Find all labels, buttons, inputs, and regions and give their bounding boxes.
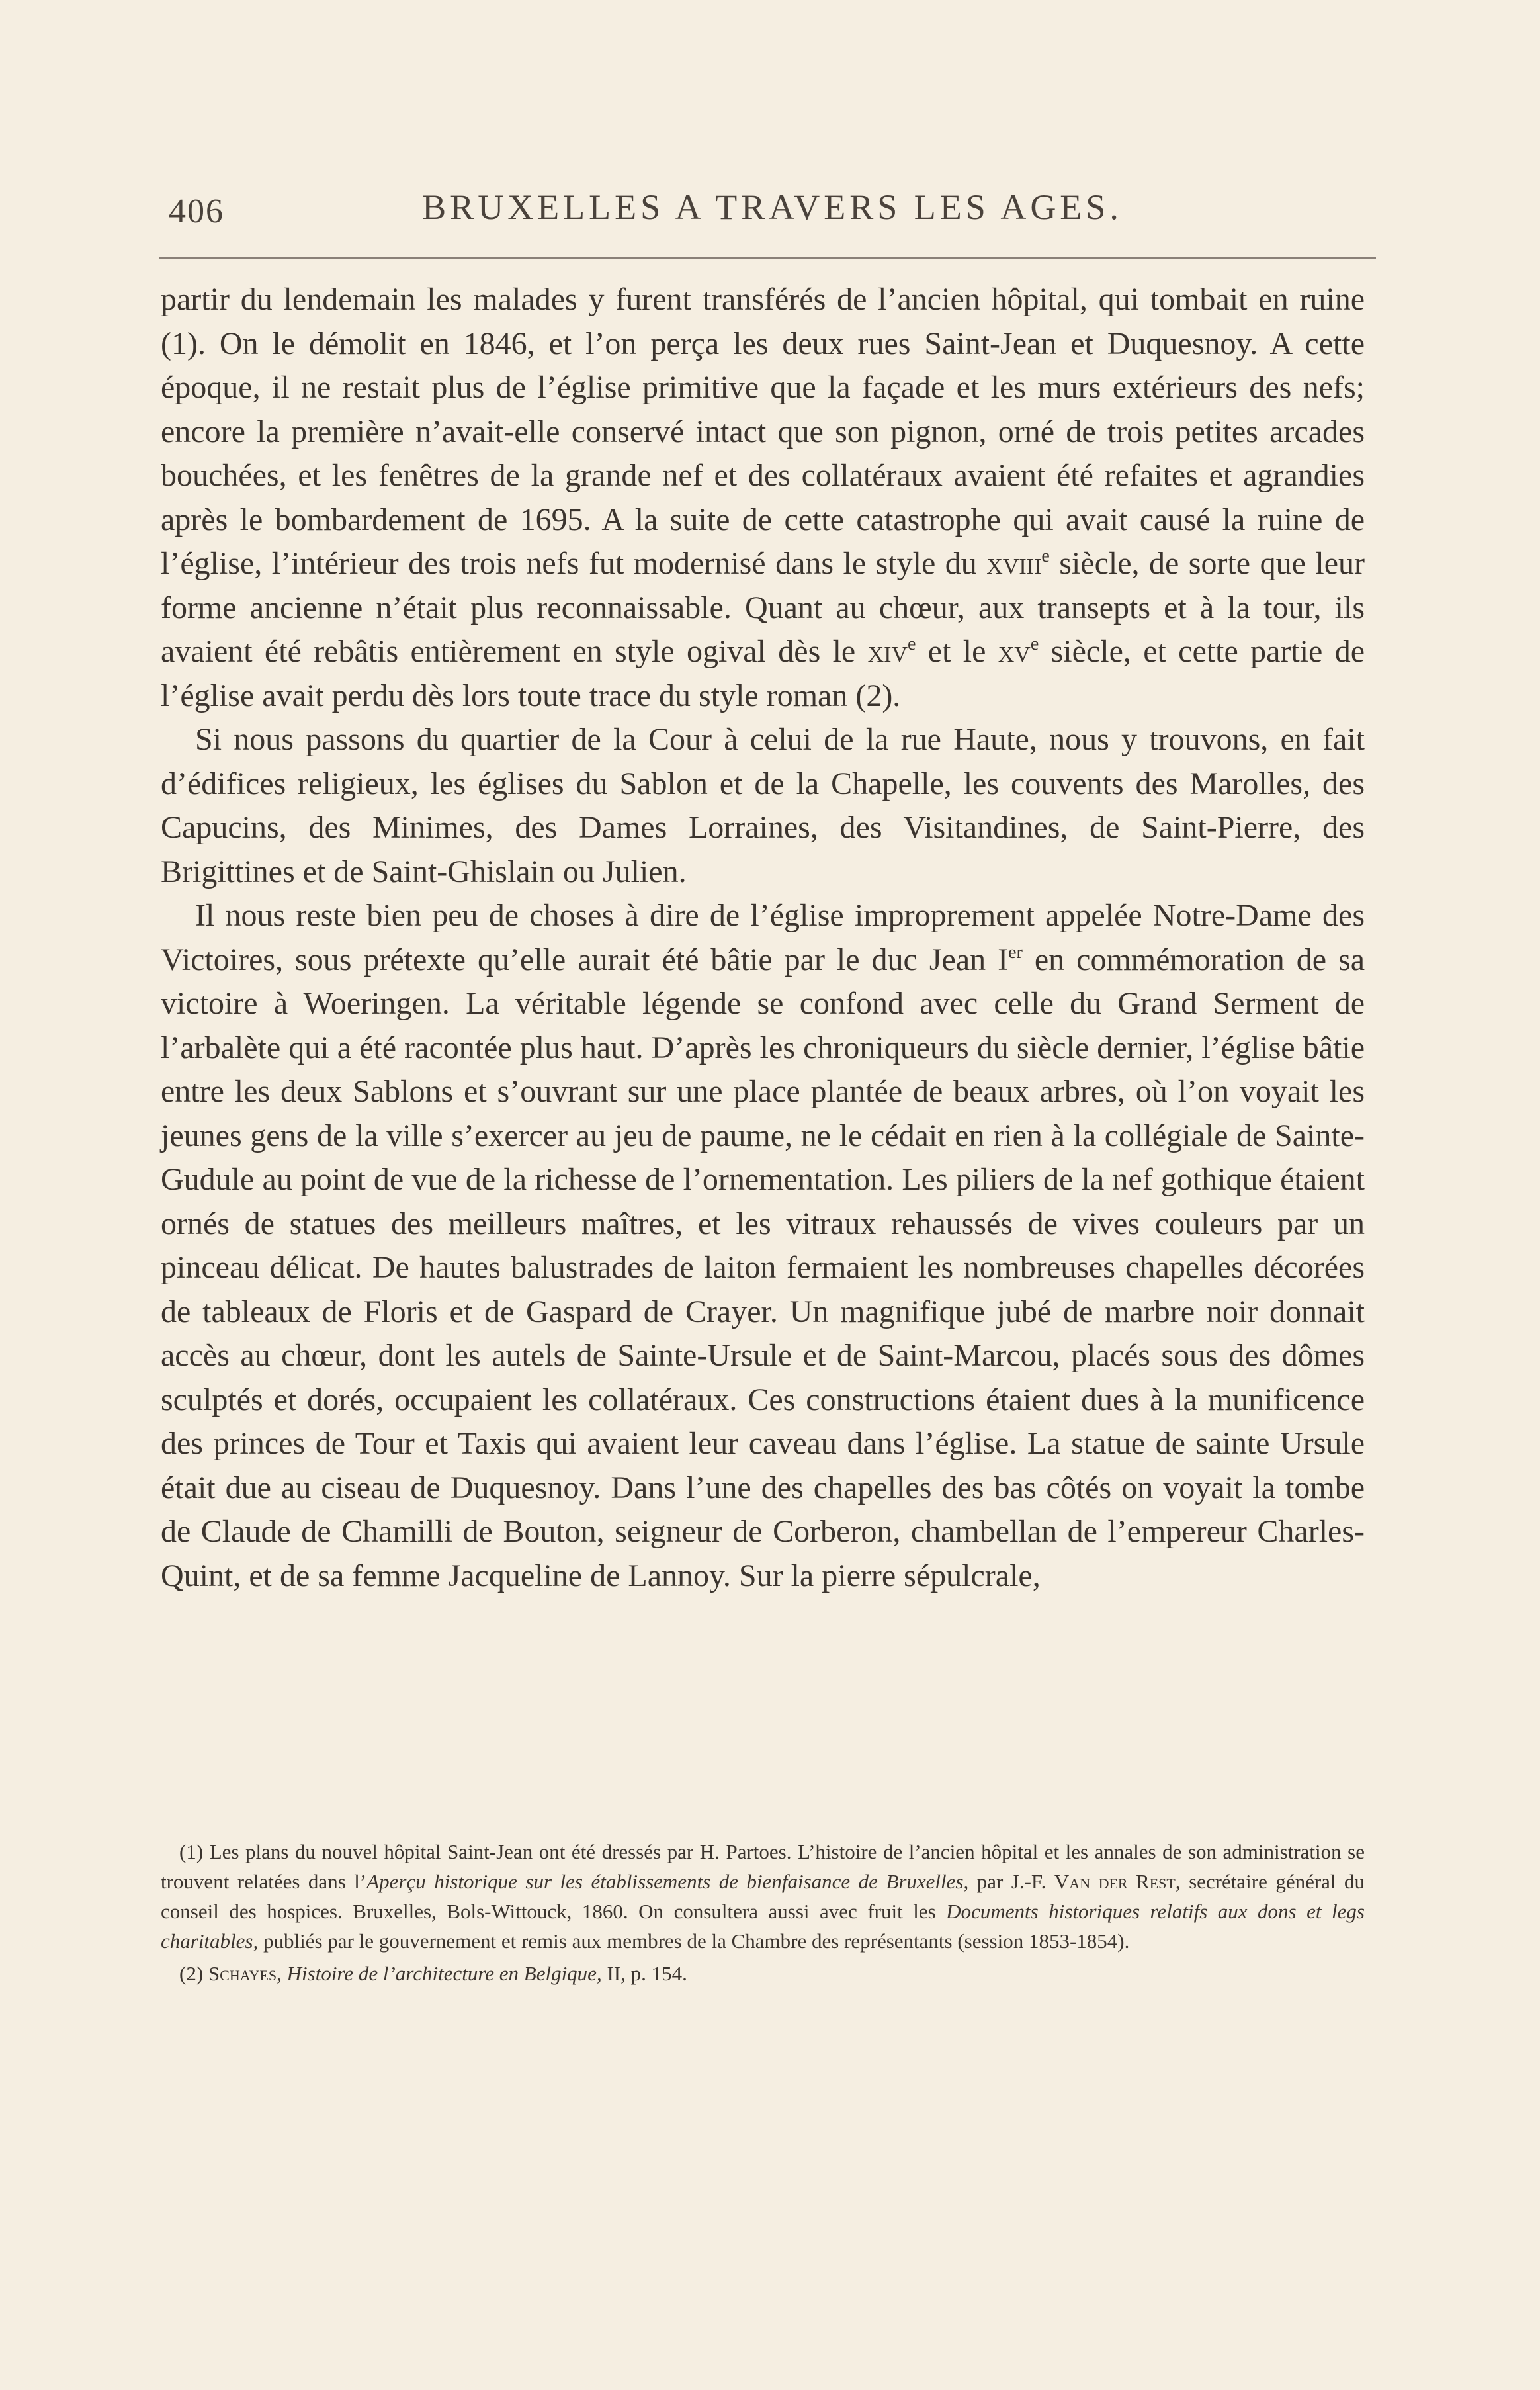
header-rule	[159, 257, 1376, 259]
footnotes	[161, 1837, 1365, 1991]
page-header	[169, 187, 1376, 240]
paragraph-3: Il nous reste bien peu de choses à dire de l’église improprement appelée Notre-Dame des Victoires, sous prétexte qu’elle aurait été bâtie par le duc Jean Ier en commémoration de sa victoire à Woeringen. La véritable légende se confond avec celle du Grand Serment de l’arbalète qui a été racontée plus haut. D’après les chroniqueurs du siècle dernier, l’église bâtie entre les deux Sablons et s’ouvrant sur une place plantée de beaux arbres, où l’on voyait les jeunes gens de la ville s’exercer au jeu de paume, ne le cédait en rien à la collégiale de Sainte-Gudule au point de vue de la richesse de l’ornementation. Les piliers de la nef gothique étaient ornés de statues des meilleurs maîtres, et les vitraux rehaussés de vives couleurs par un pinceau délicat. De hautes balustrades de laiton fermaient les nombreuses chapelles décorées de tableaux de Floris et de Gaspard de Crayer. Un magnifique jubé de marbre noir donnait accès au chœur, dont les autels de Sainte-Ursule et de Saint-Marcou, placés sous des dômes sculptés et dorés, occupaient les collatéraux. Ces constructions étaient dues à la munificence des princes de Tour et Taxis qui avaient leur caveau dans l’église. La statue de sainte Ursule était due au ciseau de Duquesnoy. Dans l’une des chapelles des bas côtés on voyait la tombe de Claude de Chamilli de Bouton, seigneur de Corberon, chambellan de l’empereur Charles-Quint, et de sa femme Jacqueline de Lannoy. Sur la pierre sépulcrale,	[161, 898, 1365, 1593]
main-text	[161, 278, 1365, 1598]
page-number: 406	[169, 193, 224, 230]
paragraph-1: partir du lendemain les malades y furent transférés de l’ancien hôpital, qui tombait en ruine (1). On le démolit en 1846, et l’on perça les deux rues Saint-Jean et Duquesnoy. A cette époque, il ne restait plus de l’église primitive que la façade et les murs extérieurs des nefs; encore la première n’avait-elle conservé intact que son pignon, orné de trois petites arcades bouchées, et les fenêtres de la grande nef et des collatéraux avaient été refaites et agrandies après le bombardement de 1695. A la suite de cette catastrophe qui avait causé la ruine de l’église, l’intérieur des trois nefs fut modernisé dans le style du xviii$^e$ siècle, de sorte que leur forme ancienne n’était plus reconnaissable. Quant au chœur, aux transepts et à la tour, ils avaient été rebâtis entièrement en style ogival dès le xiv$^e$ et le $xv^e$ siècle, et cette partie de l’église avait perdu dès lors toute trace du style roman (2).	[161, 282, 1365, 713]
footnote-1: (1) Les plans du nouvel hôpital Saint-Jean ont été dressés par H. Partoes. L’histoire de l’ancien hôpital et les annales de son administration se trouvent relatées dans l’Aperçu historique sur les établissements de bienfaisance de Bruxelles, par J.-F. Van der Rest, secrétaire général du conseil des hospices. Bruxelles, Bols-Wittouck, 1860. On consultera aussi avec fruit les Documents historiques relatifs aux dons et legs charitables, publiés par le gouvernement et remis aux membres de la Chambre des représentants (session 1853-1854).	[161, 1840, 1365, 1953]
footnote-2: (2) Schayes, Histoire de l’architecture en Belgique, II, p. 154.	[179, 1962, 687, 1985]
running-title: BRUXELLES A TRAVERS LES AGES.	[422, 187, 1123, 227]
paragraph-2: Si nous passons du quartier de la Cour à celui de la rue Haute, nous y trouvons, en fait d’édifices religieux, les églises du Sablon et de la Chapelle, les couvents des Marolles, des Capucins, des Minimes, des Dames Lorraines, des Visitandines, de Saint-Pierre, des Brigittines et de Saint-Ghislain ou Julien.	[161, 722, 1365, 889]
